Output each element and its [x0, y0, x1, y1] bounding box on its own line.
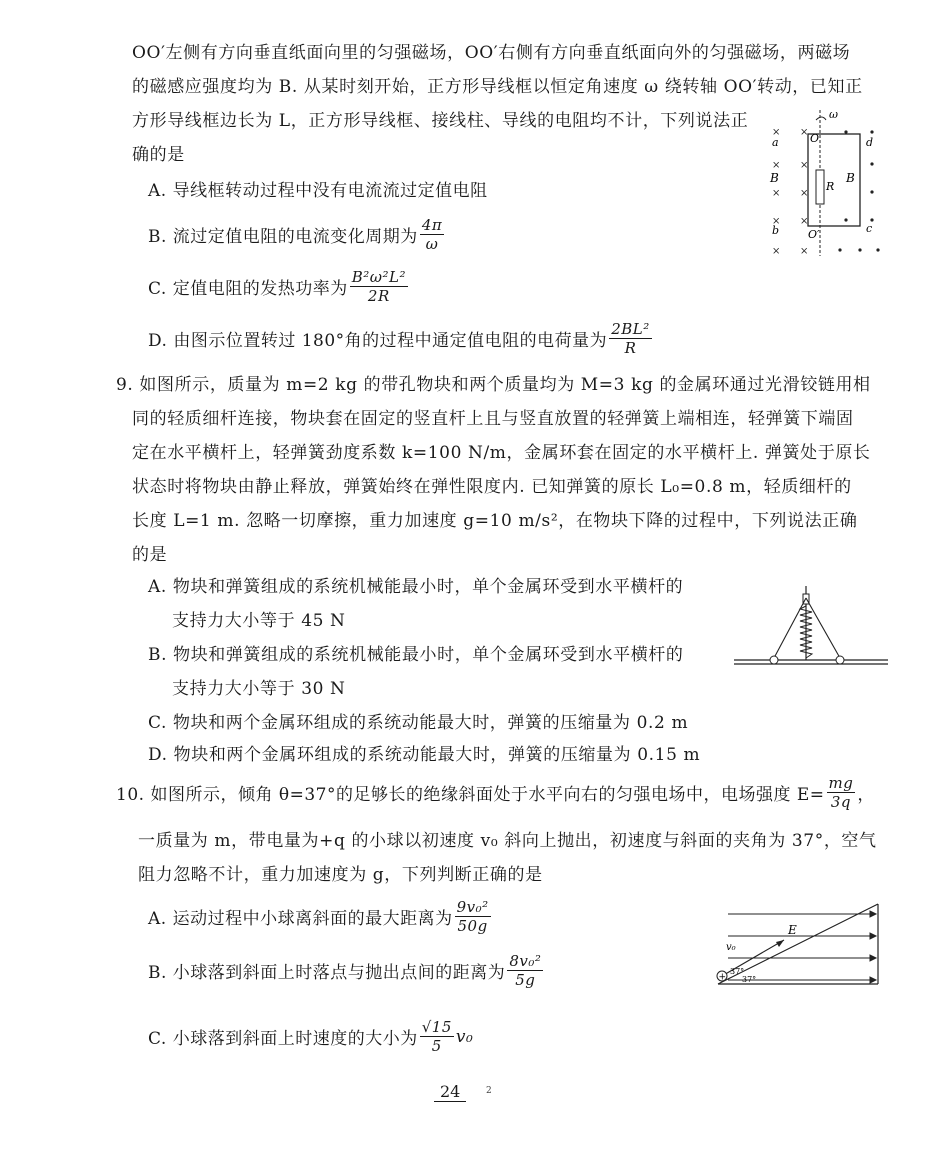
- q9-text-line-2: 同的轻质细杆连接，物块套在固定的竖直杆上且与竖直放置的轻弹簧上端相连，轻弹簧下端固: [132, 409, 854, 429]
- svg-text:×: ×: [772, 160, 781, 171]
- q8-option-b: B. 流过定值电阻的电流变化周期为 $\frac{4\pi}{\omega}$: [148, 216, 443, 253]
- q10-option-b: B. 小球落到斜面上时落点与抛出点间的距离为 $\frac{\text{8v₀²}}{5g}$: [148, 952, 542, 989]
- q8-option-c-fraction: $\frac{\text{B²ω²L²}}{2R}$: [351, 268, 406, 305]
- q9-option-b-line-1: B. 物块和弹簧组成的系统机械能最小时，单个金属环受到水平横杆的: [148, 645, 684, 665]
- q9-option-c: C. 物块和两个金属环组成的系统动能最大时，弹簧的压缩量为 0.2 m: [148, 713, 689, 733]
- angle-label-1: 37°: [730, 967, 745, 976]
- q10-option-a: A. 运动过程中小球离斜面的最大距离为 $\frac{\text{9v₀²}}{50g}$: [148, 898, 489, 935]
- angle-label-2: 37°: [742, 975, 757, 984]
- page-subnumber: 2: [486, 1086, 492, 1096]
- q9-text-line-4: 状态时将物块由静止释放，弹簧始终在弹性限度内. 已知弹簧的原长 L₀=0.8 m，轻质细杆的: [132, 477, 852, 497]
- q10-text-line-3: 阻力忽略不计，重力加速度为 g，下列判断正确的是: [138, 865, 543, 885]
- o-top-label: O: [810, 132, 820, 145]
- svg-text:×: ×: [800, 127, 809, 138]
- o-bottom-label: O′: [808, 228, 820, 241]
- q9-option-a-line-2: 支持力大小等于 45 N: [172, 611, 346, 631]
- q10-option-a-fraction: $\frac{\text{9v₀²}}{50g}$: [456, 898, 489, 935]
- q8-option-b-fraction: $\frac{4\pi}{\omega}$: [421, 216, 443, 253]
- q8-text-line-4: 确的是: [132, 145, 185, 165]
- q10-option-c: C. 小球落到斜面上时速度的大小为 $\frac{√15}{5}$ v₀: [148, 1018, 474, 1055]
- q9-figure-spring-rods: [732, 584, 892, 668]
- q8-option-d: D. 由图示位置转过 180°角的过程中通定值电阻的电荷量为 $\frac{\text{2BL²}}{R}$: [148, 320, 650, 357]
- page-number: 24: [434, 1082, 466, 1102]
- svg-text:×: ×: [800, 246, 809, 257]
- charge-plus-label: +: [718, 972, 727, 983]
- svg-text:×: ×: [800, 160, 809, 171]
- corner-c-label: c: [866, 222, 873, 235]
- q9-option-a-line-1: A. 物块和弹簧组成的系统机械能最小时，单个金属环受到水平横杆的: [148, 577, 684, 597]
- q8-text-line-3: 方形导线框边长为 L，正方形导线框、接线柱、导线的电阻均不计，下列说法正: [132, 111, 749, 131]
- corner-b-label: b: [772, 224, 780, 237]
- omega-label: ω: [829, 108, 838, 121]
- field-e-label: E: [788, 923, 797, 937]
- svg-text:×: ×: [772, 188, 781, 199]
- svg-text:×: ×: [800, 188, 809, 199]
- corner-a-label: a: [772, 136, 779, 149]
- svg-text:×: ×: [772, 216, 781, 227]
- q8-option-d-fraction: $\frac{\text{2BL²}}{R}$: [611, 320, 650, 357]
- q9-text-line-3: 定在水平横杆上，轻弹簧劲度系数 k=100 N/m，金属环套在固定的水平横杆上. 弹簧处于原长: [132, 443, 871, 463]
- q10-option-c-fraction: $\frac{√15}{5}$: [421, 1018, 452, 1055]
- q8-text-line-2: 的磁感应强度均为 B. 从某时刻开始，正方形导线框以恒定角速度 ω 绕转轴 OO′转动，已知正: [132, 77, 863, 97]
- corner-d-label: d: [866, 136, 874, 149]
- v0-label: v₀: [726, 942, 736, 953]
- q8-option-c: C. 定值电阻的发热功率为 $\frac{\text{B²ω²L²}}{2R}$: [148, 268, 406, 305]
- svg-text:×: ×: [772, 246, 781, 257]
- q10-text-line-2: 一质量为 m，带电量为+q 的小球以初速度 v₀ 斜向上抛出，初速度与斜面的夹角为 37°，空气: [138, 831, 877, 851]
- q9-option-d: D. 物块和两个金属环组成的系统动能最大时，弹簧的压缩量为 0.15 m: [148, 745, 701, 765]
- q9-text-line-1: 9. 如图所示，质量为 m=2 kg 的带孔物块和两个质量均为 M=3 kg 的金属环通过光滑铰链用相: [116, 375, 871, 395]
- q10-text-line-1: 10. 如图所示，倾角 θ=37°的足够长的绝缘斜面处于水平向右的匀强电场中，电场强度 E= $\frac{mg}{3q}$ ，: [116, 774, 875, 811]
- svg-text:×: ×: [772, 127, 781, 138]
- q10-figure-incline-field: [712, 900, 882, 990]
- q10-option-b-fraction: $\frac{\text{8v₀²}}{5g}$: [509, 952, 542, 989]
- q9-text-line-5: 长度 L=1 m. 忽略一切摩擦，重力加速度 g=10 m/s²，在物块下降的过程中，下列说法正确: [132, 511, 858, 531]
- field-out-of-page-dots: [838, 130, 879, 251]
- resistor-label: R: [826, 180, 835, 193]
- q8-figure-coil: [760, 108, 890, 260]
- q8-option-a: A. 导线框转动过程中没有电流流过定值电阻: [148, 181, 488, 201]
- q9-option-b-line-2: 支持力大小等于 30 N: [172, 679, 346, 699]
- q10-e-fraction: $\frac{mg}{3q}$: [828, 774, 854, 811]
- field-b-right-label: B: [846, 171, 855, 185]
- q8-text-line-1: OO′左侧有方向垂直纸面向里的匀强磁场，OO′右侧有方向垂直纸面向外的匀强磁场，两磁场: [132, 43, 851, 63]
- field-b-left-label: B: [770, 171, 779, 185]
- svg-text:×: ×: [800, 216, 809, 227]
- q9-text-line-6: 的是: [132, 545, 168, 565]
